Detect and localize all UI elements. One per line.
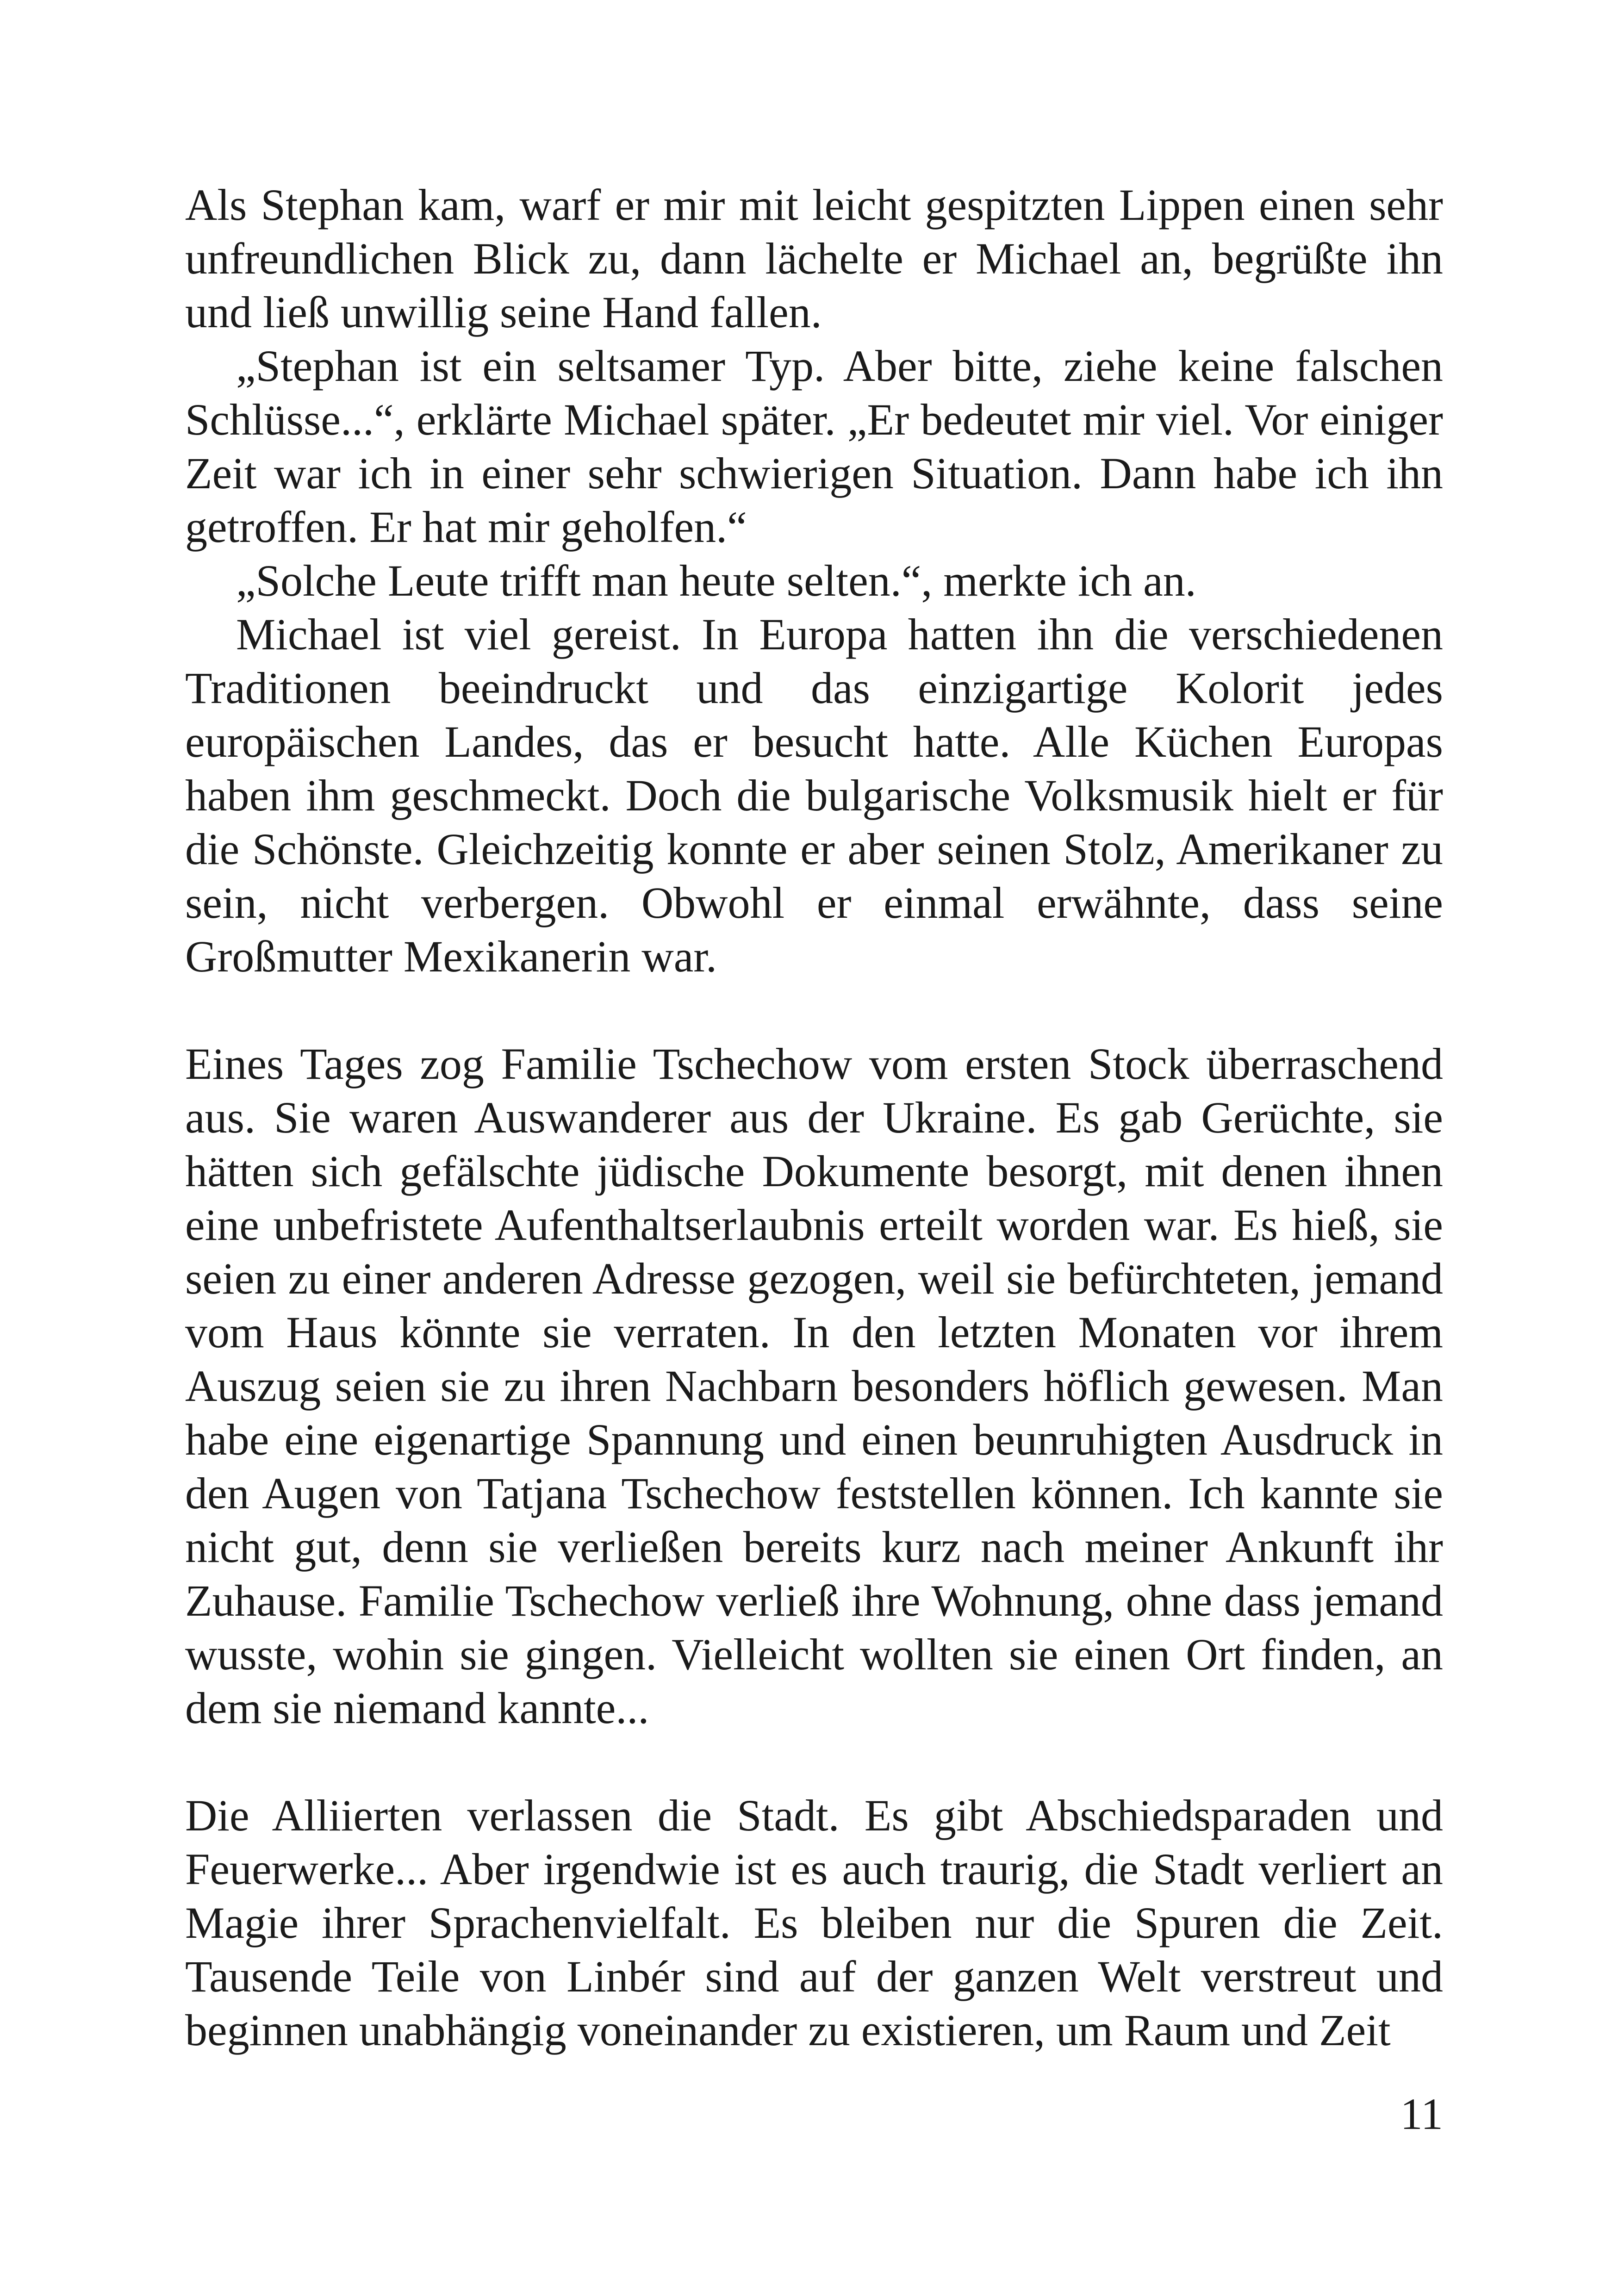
paragraph: Als Stephan kam, warf er mir mit leicht gespitzten Lippen einen sehr unfreundlichen Blick zu, dann lächelte er Michael an, begrüßte ihn und ließ unwillig seine Hand fallen. <box>185 180 1443 337</box>
paragraph: Michael ist viel gereist. In Europa hatten ihn die verschiedenen Traditionen beeindruckt und das einzigartige Kolorit jedes europäischen Landes, das er besucht hatte. Alle Küchen Europas haben ihm geschmeckt. Doch die bulgarische Volksmusik hielt er für die Schönste. Gleichzeitig konnte er aber seinen Stolz, Amerikaner zu sein, nicht verbergen. Obwohl er einmal erwähnte, dass seine Großmutter Mexikanerin war. <box>185 610 1443 981</box>
section-break <box>185 1735 1443 1789</box>
page-number: 11 <box>1400 2089 1443 2139</box>
paragraph: „Solche Leute trifft man heute selten.“, merkte ich an. <box>236 556 1196 605</box>
paragraph: Die Alliierten verlassen die Stadt. Es gibt Abschiedsparaden und Feuerwerke... Aber irgendwie ist es auch traurig, die Stadt verliert an Magie ihrer Sprachenvielfalt. Es bleiben nur die Spuren die Zeit. Tausende Teile von Linbér sind auf der ganzen Welt verstreut und beginnen unabhängig voneinander zu existieren, um Raum und Zeit <box>185 1791 1443 2055</box>
section-break <box>185 983 1443 1037</box>
paragraph: „Stephan ist ein seltsamer Typ. Aber bitte, ziehe keine falschen Schlüsse...“, erklärte Michael später. „Er bedeutet mir viel. Vor einiger Zeit war ich in einer sehr schwierigen Situation. Dann habe ich ihn getroffen. Er hat mir geholfen.“ <box>185 341 1443 552</box>
page-body-text <box>185 178 1443 2057</box>
paragraph: Eines Tages zog Familie Tschechow vom ersten Stock überraschend aus. Sie waren Auswanderer aus der Ukraine. Es gab Gerüchte, sie hätten sich gefälschte jüdische Dokumente besorgt, mit denen ihnen eine unbefristete Aufenthaltserlaubnis erteilt worden war. Es hieß, sie seien zu einer anderen Adresse gezogen, weil sie befürchteten, jemand vom Haus könnte sie verraten. In den letzten Monaten vor ihrem Auszug seien sie zu ihren Nachbarn besonders höflich gewesen. Man habe eine eigenartige Spannung und einen beunruhigten Ausdruck in den Augen von Tatjana Tschechow feststellen können. Ich kannte sie nicht gut, denn sie verließen bereits kurz nach meiner Ankunft ihr Zuhause. Familie Tschechow verließ ihre Wohnung, ohne dass jemand wusste, wohin sie gingen. Vielleicht wollten sie einen Ort finden, an dem sie niemand kannte... <box>185 1039 1443 1733</box>
